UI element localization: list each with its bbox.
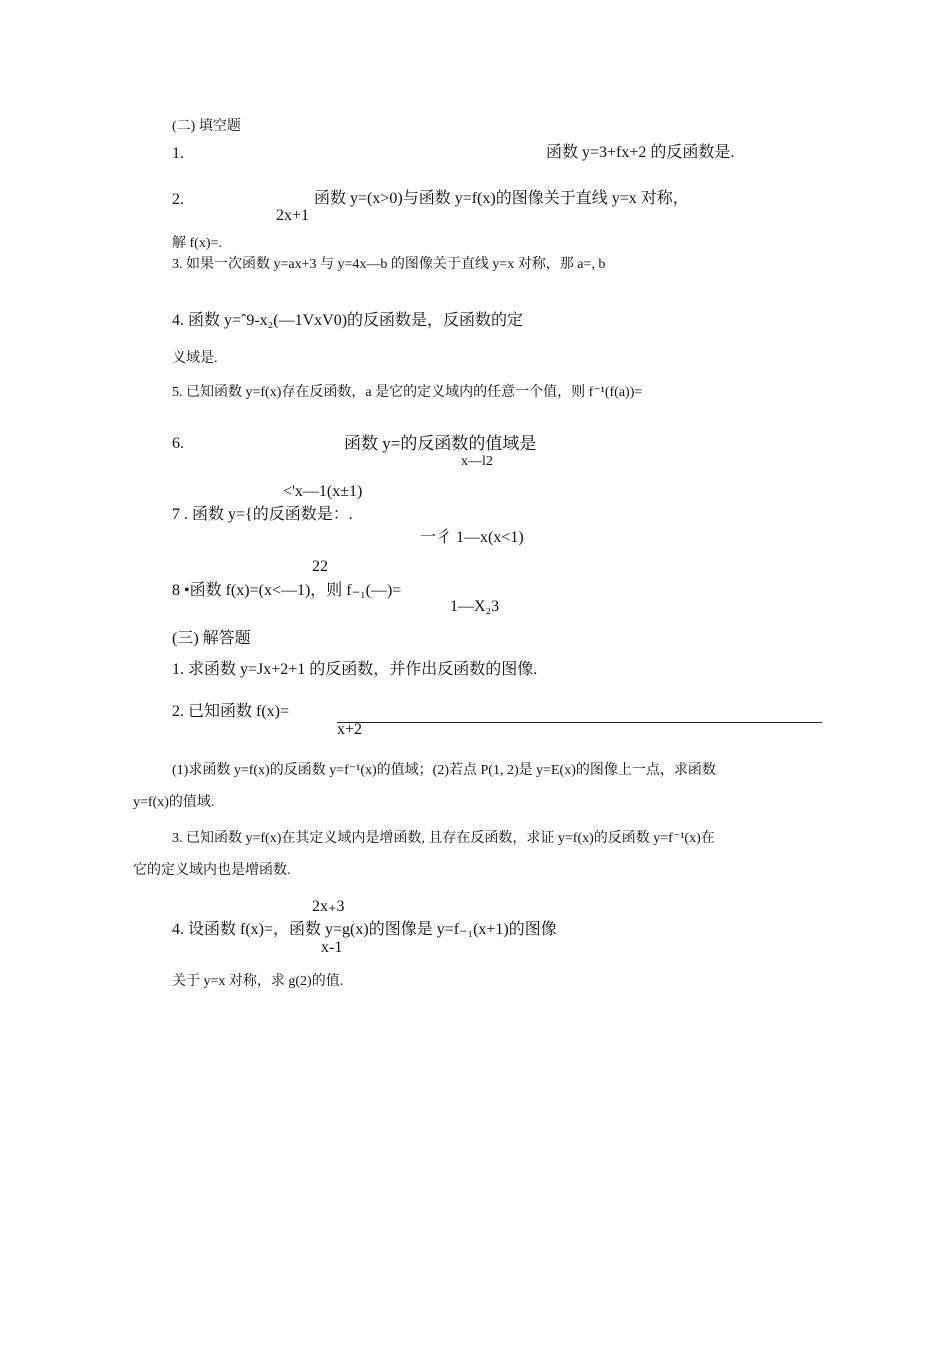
question-1-text: 函数 y=3+fx+2 的反函数是. bbox=[546, 144, 735, 161]
solve-question-2-part-b: y=f(x)的值域. bbox=[133, 795, 215, 810]
question-2-text: 函数 y=(x>0)与函数 y=f(x)的图像关于直线 y=x 对称， bbox=[314, 190, 689, 207]
solve-question-4-continuation: 关于 y=x 对称，求 g(2)的值. bbox=[172, 974, 344, 989]
solve-question-4-numerator: 2x₊3 bbox=[312, 898, 345, 915]
question-6-subscript: x—l2 bbox=[461, 454, 493, 469]
question-5-text: 5. 已知函数 y=f(x)存在反函数，a 是它的定义域内的任意一个值，则 f⁻¹(f(a))= bbox=[172, 385, 643, 400]
fraction-bar bbox=[337, 722, 822, 723]
section-heading-solve: (三) 解答题 bbox=[172, 630, 251, 647]
question-2-number: 2. bbox=[172, 191, 184, 208]
question-7-text: 7 . 函数 y={的反函数是：. bbox=[172, 506, 353, 523]
question-8-top: 22 bbox=[312, 558, 328, 575]
solve-question-3-line-1: 3. 已知函数 y=f(x)在其定义域内是增函数, 且存在反函数，求证 y=f(x)的反函数 y=f⁻¹(x)在 bbox=[172, 831, 715, 846]
solve-question-1: 1. 求函数 y=Jx+2+1 的反函数，并作出反函数的图像. bbox=[172, 661, 538, 678]
question-3-text: 3. 如果一次函数 y=ax+3 与 y=4x—b 的图像关于直线 y=x 对称，那 a=, b bbox=[172, 257, 606, 272]
solve-question-4-denominator: x-1 bbox=[321, 939, 343, 956]
solve-question-4-text: 4. 设函数 f(x)=，函数 y=g(x)的图像是 y=f₋₁(x+1)的图像 bbox=[172, 921, 557, 938]
question-6-number: 6. bbox=[172, 435, 184, 452]
question-2-continuation: 解 f(x)=. bbox=[172, 236, 222, 251]
question-8-text: 8 •函数 f(x)=(x<—1)，则 f₋₁(—)= bbox=[172, 582, 402, 599]
question-6-text: 函数 y=的反函数的值域是 bbox=[344, 434, 537, 453]
question-7-top-case: <'x—1(x±1) bbox=[283, 483, 363, 500]
section-heading-fill-blank: (二) 填空题 bbox=[172, 119, 241, 134]
solve-question-2: 2. 已知函数 f(x)= bbox=[172, 703, 290, 720]
question-4-continuation: 义域是. bbox=[172, 351, 218, 366]
question-2-denominator: 2x+1 bbox=[276, 207, 310, 224]
solve-question-3-line-2: 它的定义域内也是增函数. bbox=[133, 863, 291, 878]
solve-question-2-denominator: x+2 bbox=[337, 721, 363, 738]
question-4-text: 4. 函数 y=ˆ9-x₂(—1VxV0)的反函数是，反函数的定 bbox=[172, 312, 524, 329]
question-1-number: 1. bbox=[172, 145, 184, 162]
solve-question-2-part-a: (1)求函数 y=f(x)的反函数 y=f⁻¹(x)的值域；(2)若点 P(1, 2)是 y=E(x)的图像上一点，求函数 bbox=[172, 763, 716, 778]
question-8-bottom: 1—X₂3 bbox=[450, 598, 500, 615]
question-7-bottom-case: 一彳 1—x(x<1) bbox=[420, 529, 524, 546]
